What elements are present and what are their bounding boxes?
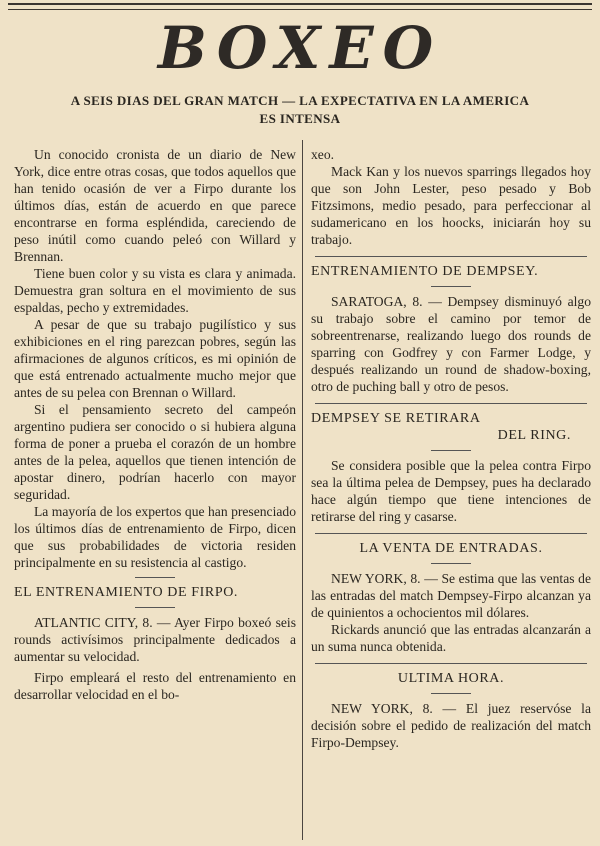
section-rule [135, 577, 175, 578]
top-border-rule [8, 3, 592, 10]
section-rule [431, 563, 471, 564]
section-rule [315, 256, 587, 257]
paragraph: Mack Kan y los nuevos sparrings llegados hoy que son John Lester, peso pesado y Bob Fitzsimons, medio pesado, para perfeccionar al sudamericano en los hoocks, iniciarán hoy su trabajo. [311, 164, 591, 247]
section-rule [431, 450, 471, 451]
section-heading-dempsey-retires: DEMPSEY SE RETIRARA [311, 411, 481, 426]
subhead-line-1: A SEIS DIAS DEL GRAN MATCH — LA EXPECTATIVA EN LA AMERICA [70, 93, 530, 108]
paragraph: Tiene buen color y su vista es clara y animada. Demuestra gran soltura en el movimiento de sus espaldas, pecho y extremidades. [14, 266, 296, 315]
subhead-line-2: ES INTENSA [259, 111, 341, 126]
section-rule [315, 533, 587, 534]
section-heading-dempsey-retires-cont: DEL RING. [497, 428, 571, 443]
section-rule [315, 663, 587, 664]
paragraph-continuation: xeo. [311, 147, 335, 162]
paragraph: SARATOGA, 8. — Dempsey disminuyó algo su trabajo sobre el camino por temor de sobreentrenarse, realizando luego dos rounds de sparring con Godfrey y con Farmer Lodge, y después realizando un round de shadow-boxing, otro de puching ball y otro de pesos. [311, 294, 591, 394]
section-rule [431, 693, 471, 694]
paragraph: Se considera posible que la pelea contra Firpo sea la última pelea de Dempsey, pues ha declarado hace algún tiempo que tiene intenciones de retirarse del ring y casarse. [311, 458, 591, 524]
left-column [14, 146, 296, 703]
section-heading-last-hour: ULTIMA HORA. [397, 671, 505, 686]
paragraph: Firpo empleará el resto del entrenamiento en desarrollar velocidad en el bo- [14, 670, 296, 702]
paragraph: Si el pensamiento secreto del campeón argentino pudiera ser conocido o si hubiera alguna forma de poner a prueba el corazón de un hombre antes de la pelea, aquellos que tienen intención de apostar dinero, podrían hacerlo con mayor seguridad. [14, 402, 296, 502]
paragraph: NEW YORK, 8. — Se estima que las ventas de las entradas del match Dempsey-Firpo alcanzan ya de quinientos a ochocientos mil dólares. [311, 571, 591, 620]
right-column [311, 146, 591, 751]
paragraph: Rickards anunció que las entradas alcanzarán a un suma nunca obtenida. [311, 622, 591, 654]
paragraph: La mayoría de los expertos que han presenciado los últimos días de entrenamiento de Firpo, dicen que sus probabilidades de victoria residen principalmente en su resistencia al castigo. [14, 504, 296, 570]
paragraph: ATLANTIC CITY, 8. — Ayer Firpo boxeó seis rounds activísimos principalmente dedicados a aumentar su velocidad. [14, 615, 296, 664]
section-rule [315, 403, 587, 404]
column-divider [302, 140, 303, 840]
section-rule [431, 286, 471, 287]
section-heading-ticket-sales: LA VENTA DE ENTRADAS. [359, 541, 543, 556]
paragraph: A pesar de que su trabajo pugilístico y sus exhibiciones en el ring parezcan pobres, según las afirmaciones de algunos críticos, es mi opinión de que está entrenado actualmente mucho mejor que antes de su pelea con Brennan o Willard. [14, 317, 296, 400]
section-rule [135, 607, 175, 608]
paragraph: NEW YORK, 8. — El juez reservóse la decisión sobre el pedido de realización del match Firpo-Dempsey. [311, 701, 591, 750]
masthead-title: BOXEO [157, 14, 443, 82]
paragraph: Un conocido cronista de un diario de New York, dice entre otras cosas, que todos aquellos que han tenido ocasión de ver a Firpo durante los últimos días, están de acuerdo en que parece encontrarse en forma espléndida, careciendo de peso inútil como cuando peleó con Willard y Brennan. [14, 147, 296, 264]
article-subheadline [10, 92, 590, 128]
section-heading-firpo-training: EL ENTRENAMIENTO DE FIRPO. [14, 585, 239, 600]
section-heading-dempsey-training: ENTRENAMIENTO DE DEMPSEY. [311, 264, 539, 279]
